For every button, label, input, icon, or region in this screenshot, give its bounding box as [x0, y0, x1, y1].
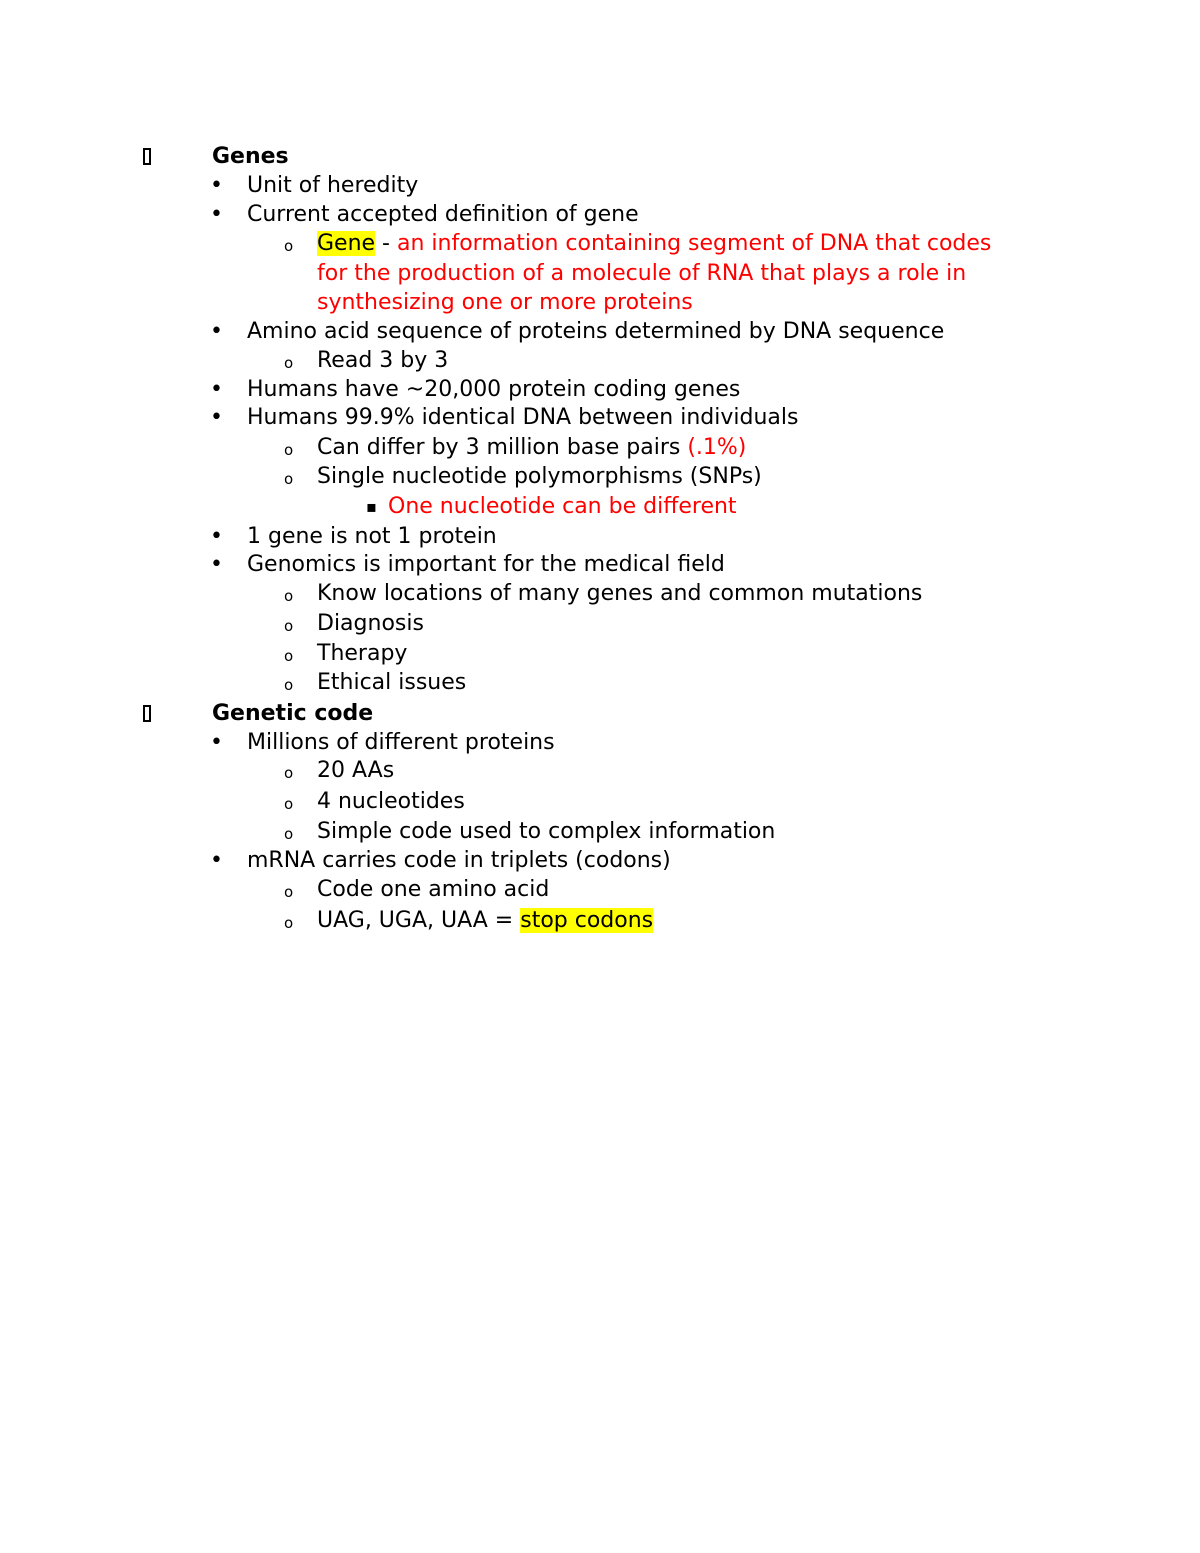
- bullet-icon: •: [210, 173, 223, 198]
- bullet-icon: •: [210, 202, 223, 227]
- list-item: Millions of different proteins: [247, 730, 555, 755]
- list-item: Know locations of many genes and common mutations: [317, 581, 923, 606]
- circle-bullet-icon: o: [284, 237, 294, 255]
- circle-bullet-icon: o: [284, 617, 294, 635]
- list-item: Diagnosis: [317, 611, 424, 636]
- list-item: [317, 433, 746, 462]
- circle-bullet-icon: o: [284, 587, 294, 605]
- circle-bullet-icon: o: [284, 647, 294, 665]
- gene-definition-line: [317, 229, 991, 258]
- list-item: Humans 99.9% identical DNA between individuals: [247, 405, 799, 430]
- circle-bullet-icon: o: [284, 825, 294, 843]
- list-item: Ethical issues: [317, 670, 467, 695]
- list-item: Genomics is important for the medical field: [247, 552, 725, 577]
- section-heading-genes: Genes: [212, 144, 289, 169]
- list-item: 4 nucleotides: [317, 789, 465, 814]
- list-item: Simple code used to complex information: [317, 819, 776, 844]
- list-item: One nucleotide can be different: [388, 494, 737, 519]
- bullet-icon: •: [210, 377, 223, 402]
- circle-bullet-icon: o: [284, 354, 294, 372]
- list-item: Amino acid sequence of proteins determined by DNA sequence: [247, 319, 945, 344]
- circle-bullet-icon: o: [284, 764, 294, 782]
- circle-bullet-icon: o: [284, 470, 294, 488]
- list-item: Read 3 by 3: [317, 348, 449, 373]
- circle-bullet-icon: o: [284, 914, 294, 932]
- circle-bullet-icon: o: [284, 676, 294, 694]
- circle-bullet-icon: o: [284, 795, 294, 813]
- list-item: Humans have ~20,000 protein coding genes: [247, 377, 741, 402]
- highlighted-term-gene: Gene: [317, 231, 376, 256]
- section-heading-genetic-code: Genetic code: [212, 701, 374, 726]
- bullet-icon: •: [210, 730, 223, 755]
- bullet-icon: •: [210, 524, 223, 549]
- gene-definition-text: an information containing segment of DNA that codes: [397, 231, 992, 256]
- list-item: 20 AAs: [317, 758, 395, 783]
- dash-separator: -: [375, 231, 397, 256]
- circle-bullet-icon: o: [284, 441, 294, 459]
- square-bullet-icon: [143, 148, 151, 165]
- list-item: Code one amino acid: [317, 877, 550, 902]
- gene-definition-line-3: synthesizing one or more proteins: [317, 290, 693, 315]
- list-item: Therapy: [317, 641, 408, 666]
- list-item: 1 gene is not 1 protein: [247, 524, 497, 549]
- list-item: Single nucleotide polymorphisms (SNPs): [317, 464, 762, 489]
- list-item: Unit of heredity: [247, 173, 419, 198]
- gene-definition-line-2: for the production of a molecule of RNA that plays a role in: [317, 261, 967, 286]
- highlighted-stop-codons: stop codons: [520, 908, 654, 933]
- bullet-icon: •: [210, 319, 223, 344]
- bullet-icon: •: [210, 405, 223, 430]
- bullet-icon: •: [210, 848, 223, 873]
- list-item: Current accepted definition of gene: [247, 202, 639, 227]
- differ-text: Can differ by 3 million base pairs: [317, 435, 688, 460]
- list-item: mRNA carries code in triplets (codons): [247, 848, 671, 873]
- bullet-icon: •: [210, 552, 223, 577]
- circle-bullet-icon: o: [284, 883, 294, 901]
- list-item: [317, 906, 653, 935]
- square-small-bullet-icon: ▪: [366, 497, 377, 516]
- square-bullet-icon: [143, 705, 151, 722]
- differ-percent: (.1%): [687, 435, 747, 460]
- stop-codons-prefix: UAG, UGA, UAA =: [317, 908, 521, 933]
